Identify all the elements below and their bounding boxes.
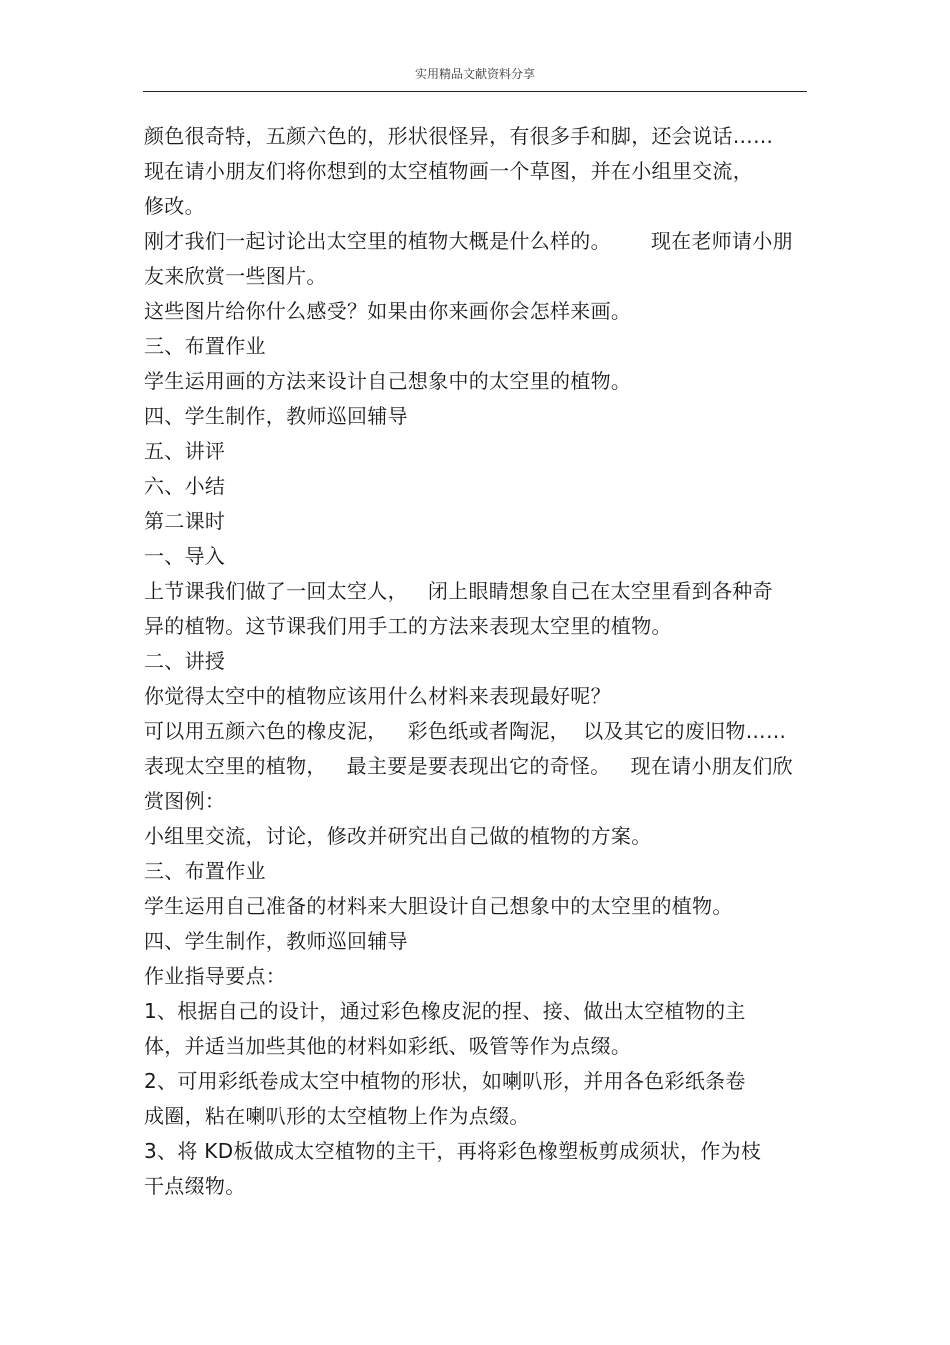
list-item: 1、根据自己的设计，通过彩色橡皮泥的捏、接、做出太空植物的主 (144, 999, 746, 1023)
page-header: 实用精品文献资料分享 (414, 67, 535, 81)
list-item: 2、可用彩纸卷成太空中植物的形状，如喇叭形，并用各色彩纸条卷 (144, 1069, 746, 1093)
section-heading: 四、学生制作，教师巡回辅导 (144, 929, 408, 953)
section-heading: 一、导入 (144, 544, 226, 568)
text-line: 这些图片给你什么感受？如果由你来画你会怎样来画。 (144, 299, 632, 323)
text-line: 友来欣赏一些图片。 (144, 264, 327, 288)
text-line: 学生运用自己准备的材料来大胆设计自己想象中的太空里的植物。 (144, 894, 733, 918)
text-line: 修改。 (144, 194, 205, 218)
section-heading: 二、讲授 (144, 649, 226, 673)
list-item-continuation: 成圈，粘在喇叭形的太空植物上作为点缀。 (144, 1104, 530, 1128)
lesson-heading: 第二课时 (144, 509, 226, 533)
section-heading: 六、小结 (144, 474, 226, 498)
text-line: 上节课我们做了一回太空人， 闭上眼睛想象自己在太空里看到各种奇 (144, 579, 773, 603)
document-body (144, 119, 814, 1204)
header-divider (143, 91, 807, 92)
text-line: 可以用五颜六色的橡皮泥， 彩色纸或者陶泥， 以及其它的废旧物…… (144, 719, 787, 743)
text-line: 作业指导要点： (144, 964, 287, 988)
text-line: 赏图例： (144, 789, 226, 813)
section-heading: 四、学生制作，教师巡回辅导 (144, 404, 408, 428)
text-line: 现在请小朋友们将你想到的太空植物画一个草图，并在小组里交流， (144, 159, 753, 183)
list-item: 3、将 KD板做成太空植物的主干，再将彩色橡塑板剪成须状，作为枝 (144, 1139, 762, 1163)
section-heading: 三、布置作业 (144, 334, 266, 358)
text-line: 小组里交流，讨论，修改并研究出自己做的植物的方案。 (144, 824, 652, 848)
list-item-continuation: 体，并适当加些其他的材料如彩纸、吸管等作为点缀。 (144, 1034, 632, 1058)
text-line: 表现太空里的植物， 最主要是要表现出它的奇怪。 现在请小朋友们欣 (144, 754, 793, 778)
text-line: 刚才我们一起讨论出太空里的植物大概是什么样的。 现在老师请小朋 (144, 229, 793, 253)
text-line: 你觉得太空中的植物应该用什么材料来表现最好呢？ (144, 684, 611, 708)
list-item-continuation: 干点缀物。 (144, 1174, 246, 1198)
section-heading: 五、讲评 (144, 439, 226, 463)
section-heading: 三、布置作业 (144, 859, 266, 883)
text-line: 颜色很奇特，五颜六色的，形状很怪异，有很多手和脚，还会说话…… (144, 124, 774, 148)
text-line: 异的植物。这节课我们用手工的方法来表现太空里的植物。 (144, 614, 672, 638)
text-line: 学生运用画的方法来设计自己想象中的太空里的植物。 (144, 369, 632, 393)
